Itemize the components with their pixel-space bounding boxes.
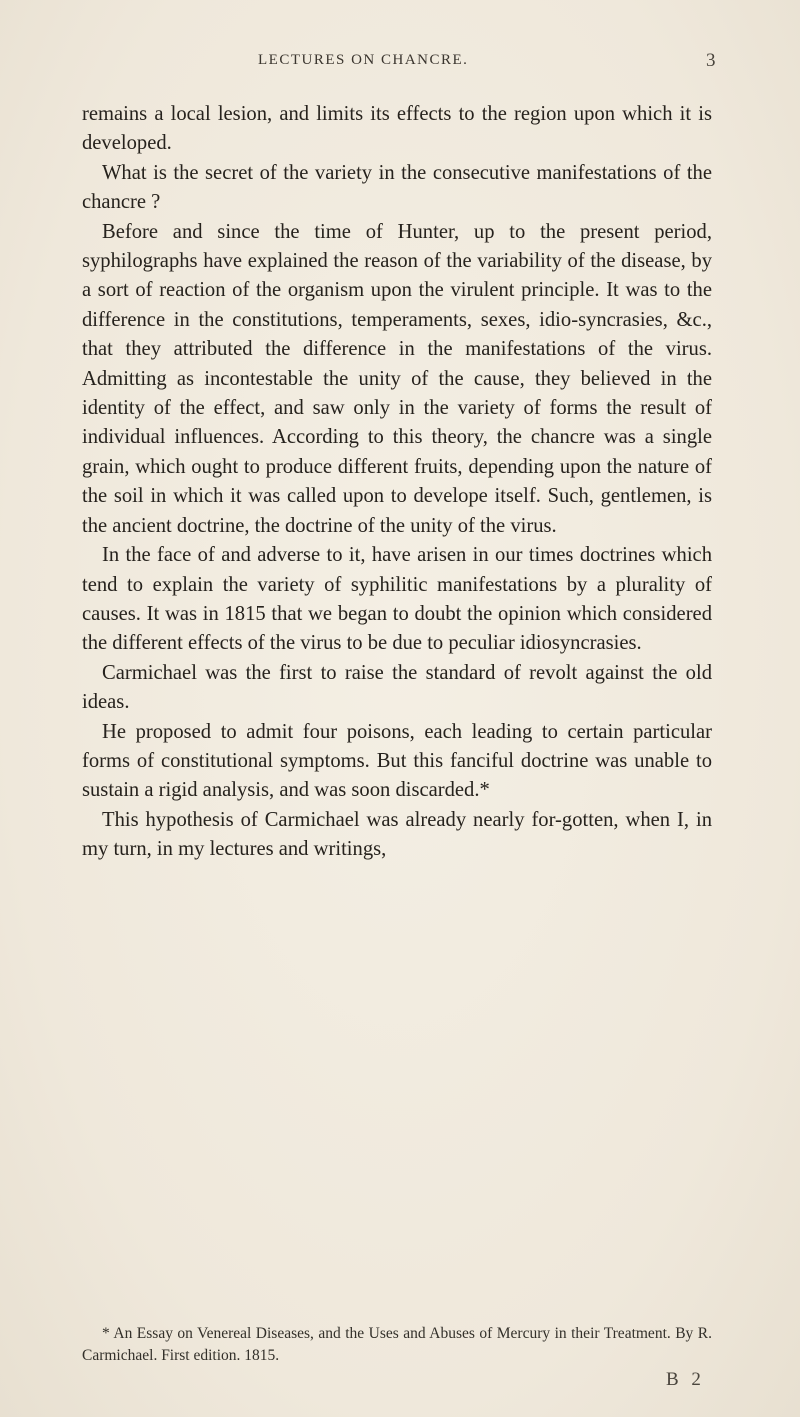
paragraph-question: What is the secret of the variety in the consecutive manifestations of the chancre ? [82, 161, 712, 214]
footnote [82, 1323, 712, 1367]
page-number: 3 [706, 50, 716, 71]
paragraph-four-poisons: He proposed to admit four poisons, each leading to certain particular forms of constitutional symptoms. But this fanciful doctrine was unable to sustain a rigid analysis, and was soon discarded.* [82, 720, 712, 802]
paragraph-continuation: remains a local lesion, and limits its effects to the region upon which it is developed. [82, 103, 712, 155]
paragraph-plurality-doctrines: In the face of and adverse to it, have arisen in our times doctrines which tend to explain the variety of syphilitic manifestations by a plurality of causes. It was in 1815 that we began to doubt the opinion which considered the different effects of the virus to be due to peculiar idiosyncrasies. [82, 544, 712, 655]
signature-mark: B 2 [666, 1369, 705, 1390]
footnote-text: * An Essay on Venereal Diseases, and the Uses and Abuses of Mercury in their Treatment. By R. Carmichael. First edition. 1815. [82, 1325, 712, 1364]
running-head [0, 52, 800, 76]
body-text [82, 100, 712, 865]
paragraph-hypothesis-forgotten: This hypothesis of Carmichael was already nearly for-gotten, when I, in my turn, in my lectures and writings, [82, 808, 712, 861]
paragraph-carmichael-revolt: Carmichael was the first to raise the standard of revolt against the old ideas. [82, 661, 712, 714]
paragraph-ancient-doctrine: Before and since the time of Hunter, up to the present period, syphilographs have explained the reason of the variability of the disease, by a sort of reaction of the organism upon the virulent principle. It was to the difference in the constitutions, temperaments, sexes, idio-syncrasies, &c., that they attributed the difference in the manifestations of the virus. Admitting as incontestable the unity of the cause, they believed in the identity of the effect, and saw only in the variety of forms the result of individual influences. According to this theory, the chancre was a single grain, which ought to produce different fruits, depending upon the nature of the soil in which it was called upon to develope itself. Such, gentlemen, is the ancient doctrine, the doctrine of the unity of the virus. [82, 220, 712, 537]
running-title: LECTURES ON CHANCRE. [258, 52, 469, 68]
